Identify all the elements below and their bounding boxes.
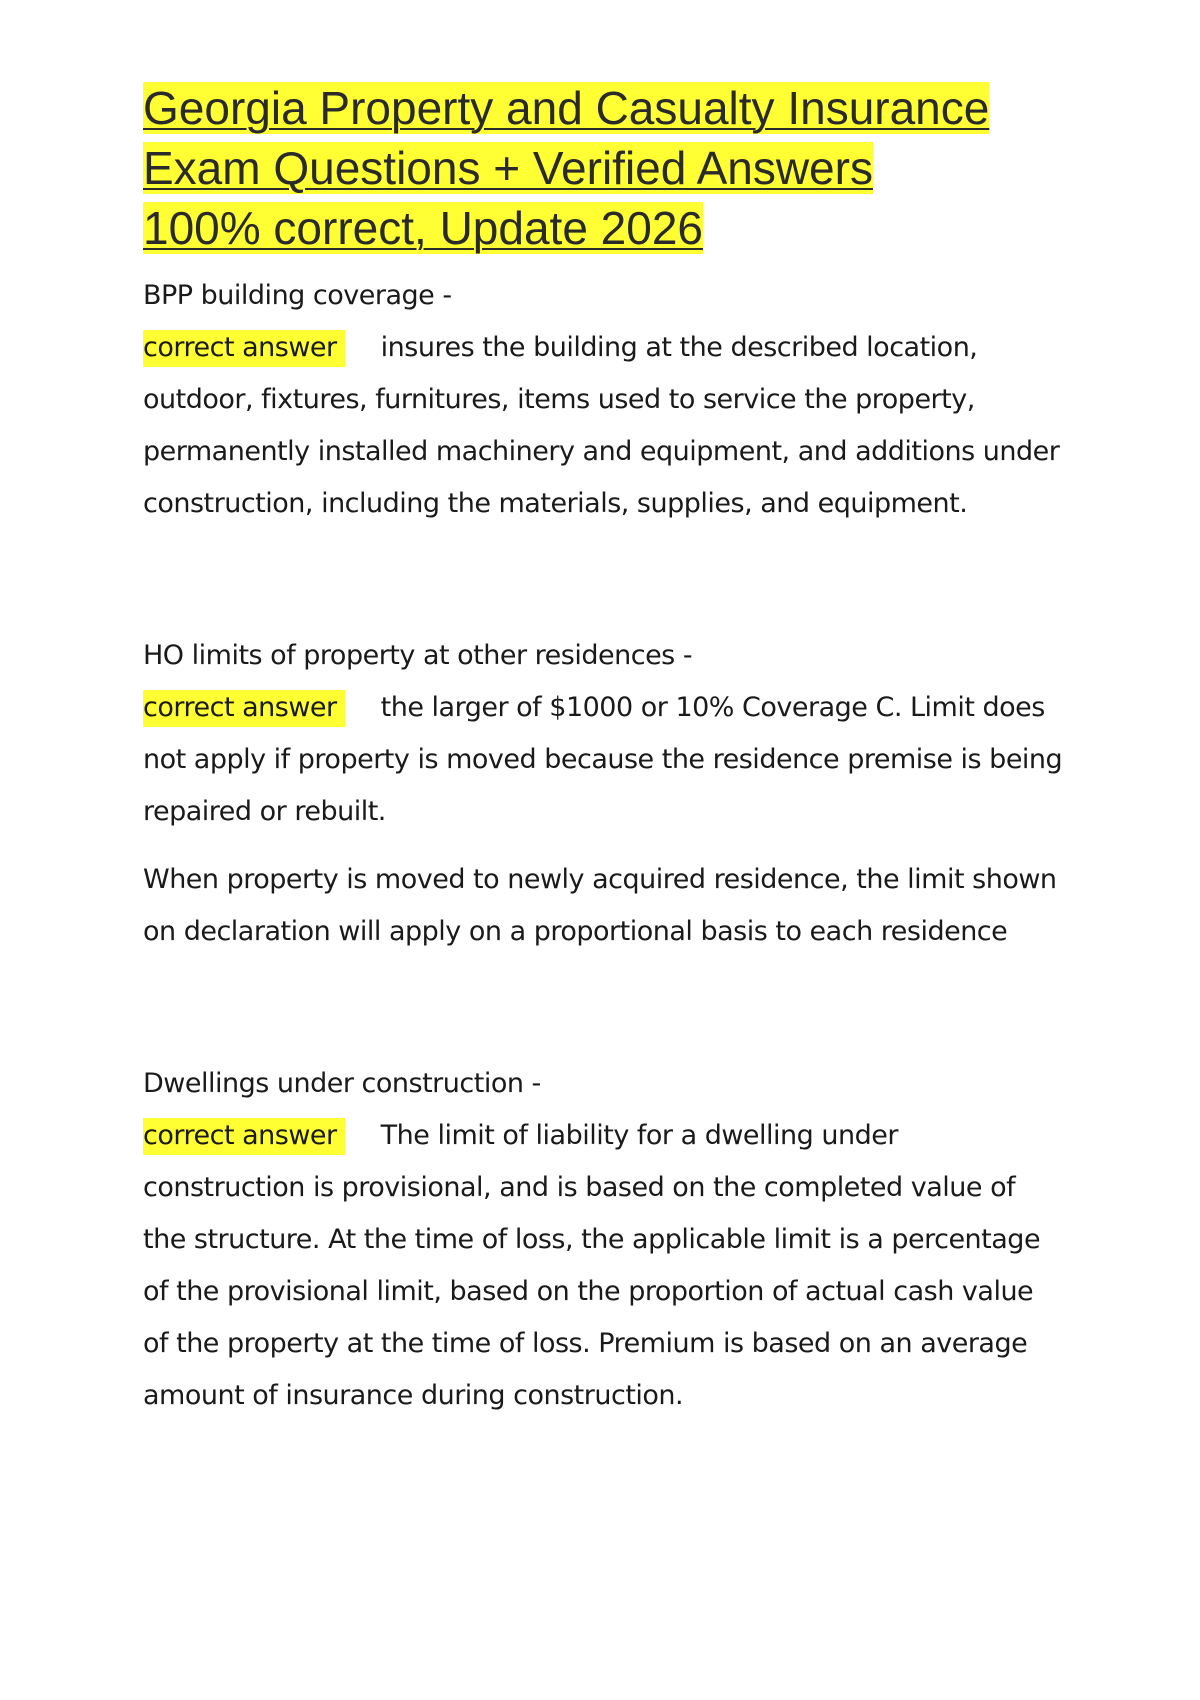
title-line: 100% correct, Update 2026 bbox=[143, 202, 704, 254]
correct-answer-label: correct answer bbox=[143, 1118, 345, 1155]
question-text: HO limits of property at other residences - bbox=[143, 640, 693, 671]
answer-text: the larger of $1000 or 10% Coverage C. Limit does not apply if property is moved because the residence premise is being repaired or rebuilt. bbox=[143, 692, 1063, 827]
answer-text: insures the building at the described location, outdoor, fixtures, furnitures, items used to service the property, permanently installed machinery and equipment, and additions under construction, including the materials, supplies, and equipment. bbox=[143, 332, 1060, 519]
question-text: Dwellings under construction - bbox=[143, 1068, 541, 1099]
answer-extra-paragraph: When property is moved to newly acquired residence, the limit shown on declaration will apply on a proportional basis to each residence bbox=[143, 864, 1057, 947]
correct-answer-label: correct answer bbox=[143, 330, 345, 367]
answer-paragraph bbox=[143, 322, 1063, 530]
title-line: Exam Questions + Verified Answers bbox=[143, 142, 873, 194]
qa-item bbox=[143, 270, 1063, 530]
qa-item bbox=[143, 630, 1063, 958]
answer-paragraph bbox=[143, 1110, 1063, 1422]
correct-answer-label: correct answer bbox=[143, 690, 345, 727]
document-content bbox=[143, 78, 1063, 1422]
document-title bbox=[143, 78, 1063, 258]
title-line: Georgia Property and Casualty Insurance bbox=[143, 82, 990, 134]
answer-text: The limit of liability for a dwelling under construction is provisional, and is based on the completed value of the structure. At the time of loss, the applicable limit is a percentage of the provisional limit, based on the proportion of actual cash value of the property at the time of loss. Premium is based on an average amount of insurance during construction. bbox=[143, 1120, 1041, 1411]
qa-item bbox=[143, 1058, 1063, 1422]
question-text: BPP building coverage - bbox=[143, 280, 452, 311]
answer-paragraph bbox=[143, 682, 1063, 838]
